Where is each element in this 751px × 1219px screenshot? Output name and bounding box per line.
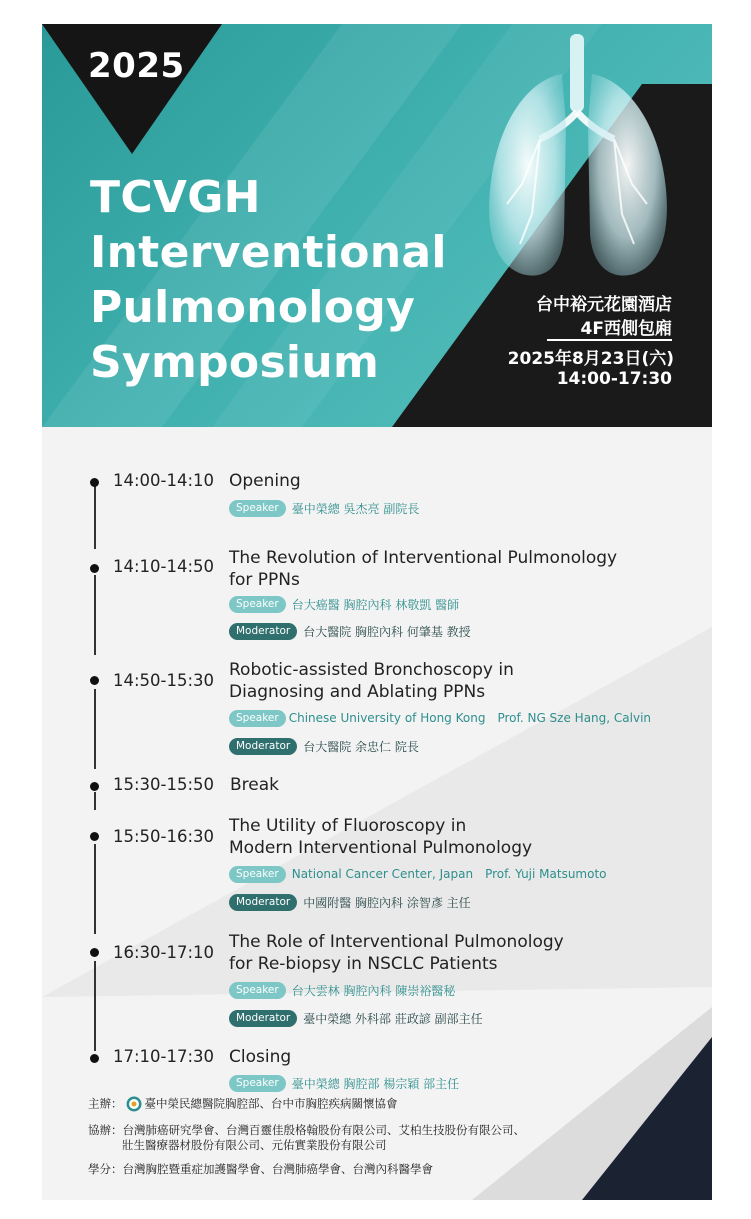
co-organizer-row-2: [122, 1138, 387, 1153]
speaker-name: 台大雲林 胸腔內科 陳崇裕醫秘: [291, 983, 456, 998]
timeline-dot: [90, 478, 99, 487]
session-title-line-1: The Role of Interventional Pulmonology: [229, 932, 564, 952]
speaker-badge: Speaker: [229, 1075, 286, 1092]
speaker-row: [229, 595, 459, 613]
speaker-name: 臺中榮總 吳杰亮 副院長: [291, 501, 420, 516]
poster: [42, 24, 712, 1200]
moderator-row: [229, 1009, 483, 1027]
lungs-illustration: [462, 34, 712, 294]
session-time: 14:50-15:30: [113, 671, 215, 690]
speaker-name: 臺中榮總 胸腔部 楊宗穎 部主任: [291, 1076, 460, 1091]
venue-room: 4F西側包廂: [580, 319, 672, 339]
credit-row: [88, 1162, 433, 1177]
timeline-connector: [94, 844, 96, 934]
speaker-row: [229, 981, 455, 999]
speaker-row: [229, 865, 607, 883]
co-text-line-1: 台灣肺癌研究學會、台灣百靈佳殷格翰股份有限公司、艾柏生技股份有限公司、: [122, 1123, 525, 1137]
speaker-affiliation: National Cancer Center, Japan: [291, 867, 474, 881]
session-title-line-1: The Utility of Fluoroscopy in: [229, 816, 467, 836]
moderator-badge: Moderator: [229, 1010, 297, 1027]
hospital-logo-icon: [126, 1096, 142, 1112]
co-text-line-2: 壯生醫療器材股份有限公司、元佑實業股份有限公司: [122, 1138, 387, 1152]
timeline-dot: [90, 564, 99, 573]
session-time: 14:00-14:10: [113, 471, 215, 490]
year-triangle: [42, 24, 272, 164]
speaker-badge: Speaker: [229, 500, 286, 517]
timeline-dot: [90, 782, 99, 791]
moderator-row: [229, 622, 471, 640]
session-title-line-2: Diagnosing and Ablating PPNs: [229, 682, 486, 702]
timeline-connector: [94, 479, 96, 549]
timeline-dot: [90, 948, 99, 957]
credit-label: 學分：: [88, 1162, 123, 1176]
agenda-timeline: [42, 427, 712, 1091]
speaker-badge: Speaker: [229, 982, 286, 999]
event-time: 14:00-17:30: [556, 369, 672, 389]
speaker-badge: Speaker: [229, 866, 286, 883]
session-title: Opening: [229, 471, 301, 491]
session-time: 16:30-17:10: [113, 943, 215, 962]
event-date: 2025年8月23日(六): [507, 349, 674, 369]
moderator-badge: Moderator: [229, 894, 297, 911]
speaker-badge: Speaker: [229, 710, 286, 727]
venue-name: 台中裕元花園酒店: [536, 295, 672, 315]
speaker-name: Prof. Yuji Matsumoto: [485, 867, 607, 881]
title-line-2: Interventional: [90, 227, 447, 278]
moderator-row: [229, 893, 471, 911]
session-title: Break: [230, 775, 279, 795]
credit-text: 台灣胸腔暨重症加護醫學會、台灣肺癌學會、台灣內科醫學會: [122, 1162, 433, 1176]
session-title-line-2: Modern Interventional Pulmonology: [229, 838, 533, 858]
speaker-row: [229, 499, 419, 517]
host-row: [88, 1096, 398, 1112]
speaker-name: Prof. NG Sze Hang, Calvin: [497, 711, 652, 725]
title-line-1: TCVGH: [90, 172, 261, 223]
session-time: 15:30-15:50: [113, 775, 215, 794]
moderator-name: 台大醫院 余忠仁 院長: [303, 739, 419, 754]
header-banner: [42, 24, 712, 427]
speaker-name: 台大癌醫 胸腔內科 林敬凱 醫師: [291, 597, 460, 612]
timeline-connector: [94, 792, 96, 810]
timeline-dot: [90, 1054, 99, 1063]
moderator-name: 台大醫院 胸腔內科 何肇基 教授: [303, 624, 471, 639]
speaker-affiliation: Chinese University of Hong Kong: [288, 711, 486, 725]
host-text: 臺中榮民總醫院胸腔部、台中市胸腔疾病關懷協會: [144, 1096, 398, 1111]
session-title-line-2: for PPNs: [229, 570, 300, 590]
session-time: 17:10-17:30: [113, 1047, 215, 1066]
title-line-4: Symposium: [90, 337, 380, 388]
speaker-badge: Speaker: [229, 596, 286, 613]
timeline-connector: [94, 575, 96, 655]
speaker-row: [229, 1074, 459, 1092]
session-time: 14:10-14:50: [113, 557, 215, 576]
host-label: 主辦：: [88, 1096, 123, 1111]
timeline-connector: [94, 961, 96, 1051]
co-label: 協辦：: [88, 1123, 123, 1137]
title-line-3: Pulmonology: [90, 282, 416, 333]
timeline-dot: [90, 832, 99, 841]
speaker-row: [229, 709, 651, 727]
session-title: Closing: [229, 1047, 292, 1067]
timeline-connector: [94, 689, 96, 769]
session-time: 15:50-16:30: [113, 827, 215, 846]
co-organizer-row: [88, 1123, 525, 1138]
session-title-line-1: The Revolution of Interventional Pulmonology: [229, 548, 618, 568]
year-label: 2025: [88, 46, 185, 86]
moderator-badge: Moderator: [229, 623, 297, 640]
session-title-line-1: Robotic-assisted Bronchoscopy in: [229, 660, 514, 680]
moderator-name: 臺中榮總 外科部 莊政諺 副部主任: [303, 1011, 483, 1026]
venue-divider: [547, 339, 672, 341]
moderator-badge: Moderator: [229, 738, 297, 755]
session-title-line-2: for Re-biopsy in NSCLC Patients: [229, 954, 498, 974]
moderator-row: [229, 737, 419, 755]
moderator-name: 中國附醫 胸腔內科 涂智彥 主任: [303, 895, 471, 910]
timeline-dot: [90, 676, 99, 685]
